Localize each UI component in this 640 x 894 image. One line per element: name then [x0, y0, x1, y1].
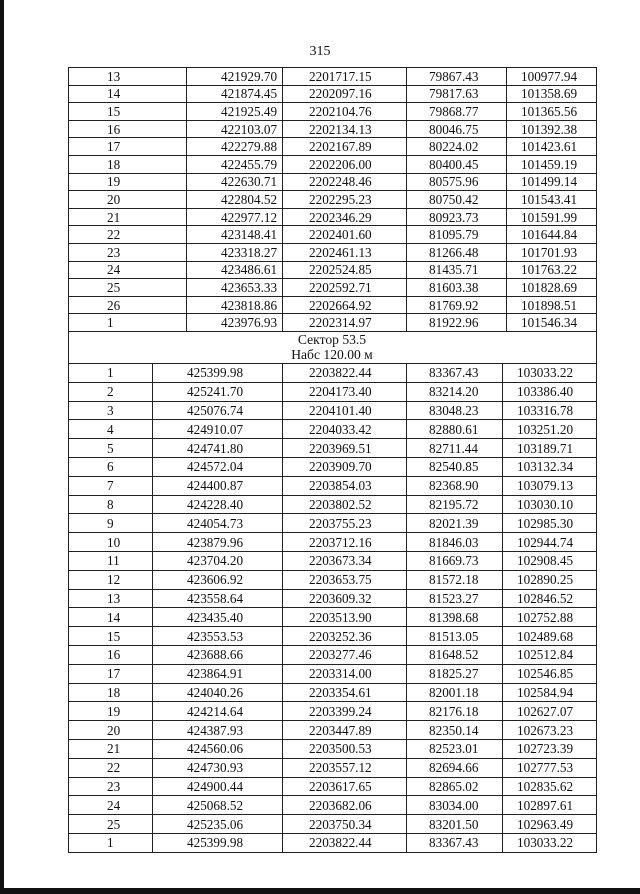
y-coordinate: 2203252.36 [283, 627, 407, 646]
x-coordinate: 425399.98 [153, 364, 283, 383]
point-number: 1 [69, 314, 187, 332]
table-row [69, 796, 597, 815]
y-local: 101701.93 [507, 243, 597, 261]
x-local: 81922.96 [407, 314, 507, 332]
point-number: 18 [69, 155, 187, 173]
x-local: 81825.27 [407, 664, 503, 683]
y-coordinate: 2202248.46 [283, 173, 407, 191]
y-coordinate: 2203314.00 [283, 664, 407, 683]
table-row [69, 815, 597, 834]
point-number: 18 [69, 683, 153, 702]
x-coordinate: 421925.49 [187, 103, 283, 121]
point-number: 4 [69, 420, 153, 439]
x-coordinate: 423553.53 [153, 627, 283, 646]
x-coordinate: 424900.44 [153, 777, 283, 796]
x-local: 80224.02 [407, 138, 507, 156]
y-local: 102890.25 [503, 570, 597, 589]
table-row [69, 645, 597, 664]
y-local: 103079.13 [503, 476, 597, 495]
y-local: 102489.68 [503, 627, 597, 646]
point-number: 14 [69, 85, 187, 103]
table-row [69, 495, 597, 514]
y-coordinate: 2203653.75 [283, 570, 407, 589]
y-local: 103033.22 [503, 833, 597, 852]
coordinates-table-sector [68, 363, 597, 853]
x-coordinate: 422455.79 [187, 155, 283, 173]
coordinates-table-top [68, 67, 597, 332]
y-local: 101392.38 [507, 120, 597, 138]
y-coordinate: 2203673.34 [283, 551, 407, 570]
x-coordinate: 421874.45 [187, 85, 283, 103]
point-number: 13 [69, 68, 187, 86]
y-coordinate: 2203854.03 [283, 476, 407, 495]
y-local: 102723.39 [503, 739, 597, 758]
point-number: 23 [69, 777, 153, 796]
section-title: Сектор 53.5 [297, 332, 367, 347]
x-local: 82540.85 [407, 457, 503, 476]
y-local: 103030.10 [503, 495, 597, 514]
x-local: 82711.44 [407, 439, 503, 458]
scan-border-bottom [0, 888, 640, 894]
table-row [69, 173, 597, 191]
y-coordinate: 2202295.23 [283, 191, 407, 209]
x-coordinate: 422103.07 [187, 120, 283, 138]
y-coordinate: 2203822.44 [283, 364, 407, 383]
y-coordinate: 2203609.32 [283, 589, 407, 608]
y-local: 102673.23 [503, 721, 597, 740]
point-number: 9 [69, 514, 153, 533]
point-number: 1 [69, 833, 153, 852]
x-local: 82523.01 [407, 739, 503, 758]
y-coordinate: 2203750.34 [283, 815, 407, 834]
table-row [69, 777, 597, 796]
y-local: 102584.94 [503, 683, 597, 702]
y-local: 103316.78 [503, 401, 597, 420]
y-local: 101423.61 [507, 138, 597, 156]
x-local: 83367.43 [407, 364, 503, 383]
point-number: 15 [69, 627, 153, 646]
table-row [69, 243, 597, 261]
x-coordinate: 422630.71 [187, 173, 283, 191]
y-coordinate: 2202097.16 [283, 85, 407, 103]
x-coordinate: 424400.87 [153, 476, 283, 495]
x-local: 81398.68 [407, 608, 503, 627]
y-local: 103033.22 [503, 364, 597, 383]
y-coordinate: 2203557.12 [283, 758, 407, 777]
y-coordinate: 2203399.24 [283, 702, 407, 721]
x-coordinate: 423879.96 [153, 533, 283, 552]
y-coordinate: 2203909.70 [283, 457, 407, 476]
table-row [69, 120, 597, 138]
x-coordinate: 424228.40 [153, 495, 283, 514]
x-coordinate: 424054.73 [153, 514, 283, 533]
x-local: 81769.92 [407, 296, 507, 314]
point-number: 20 [69, 191, 187, 209]
y-local: 101459.19 [507, 155, 597, 173]
y-local: 103251.20 [503, 420, 597, 439]
x-coordinate: 424040.26 [153, 683, 283, 702]
point-number: 17 [69, 138, 187, 156]
point-number: 2 [69, 382, 153, 401]
point-number: 21 [69, 208, 187, 226]
table-row [69, 439, 597, 458]
table-row [69, 68, 597, 86]
y-local: 102512.84 [503, 645, 597, 664]
x-coordinate: 425068.52 [153, 796, 283, 815]
y-coordinate: 2203802.52 [283, 495, 407, 514]
y-coordinate: 2203500.53 [283, 739, 407, 758]
y-local: 103386.40 [503, 382, 597, 401]
x-local: 82694.66 [407, 758, 503, 777]
y-coordinate: 2202401.60 [283, 226, 407, 244]
table-row [69, 702, 597, 721]
x-coordinate: 425241.70 [153, 382, 283, 401]
y-coordinate: 2201717.15 [283, 68, 407, 86]
y-local: 102985.30 [503, 514, 597, 533]
table-row [69, 683, 597, 702]
point-number: 7 [69, 476, 153, 495]
y-local: 102835.62 [503, 777, 597, 796]
point-number: 21 [69, 739, 153, 758]
x-local: 81435.71 [407, 261, 507, 279]
x-coordinate: 423558.64 [153, 589, 283, 608]
table-row [69, 570, 597, 589]
table-row [69, 551, 597, 570]
x-local: 80046.75 [407, 120, 507, 138]
y-local: 101591.99 [507, 208, 597, 226]
y-local: 103189.71 [503, 439, 597, 458]
x-local: 81648.52 [407, 645, 503, 664]
point-number: 1 [69, 364, 153, 383]
point-number: 10 [69, 533, 153, 552]
x-local: 82195.72 [407, 495, 503, 514]
x-coordinate: 425076.74 [153, 401, 283, 420]
table-row [69, 296, 597, 314]
point-number: 5 [69, 439, 153, 458]
point-number: 22 [69, 226, 187, 244]
table-row [69, 103, 597, 121]
x-local: 81523.27 [407, 589, 503, 608]
y-local: 101828.69 [507, 279, 597, 297]
x-coordinate: 423653.33 [187, 279, 283, 297]
x-coordinate: 423704.20 [153, 551, 283, 570]
point-number: 12 [69, 570, 153, 589]
x-local: 79867.43 [407, 68, 507, 86]
y-coordinate: 2203712.16 [283, 533, 407, 552]
y-local: 103132.34 [503, 457, 597, 476]
table-row [69, 382, 597, 401]
x-coordinate: 423148.41 [187, 226, 283, 244]
table-row [69, 476, 597, 495]
y-coordinate: 2203354.61 [283, 683, 407, 702]
x-coordinate: 423864.91 [153, 664, 283, 683]
table-row [69, 138, 597, 156]
x-local: 81669.73 [407, 551, 503, 570]
x-coordinate: 421929.70 [187, 68, 283, 86]
x-local: 83048.23 [407, 401, 503, 420]
y-local: 101546.34 [507, 314, 597, 332]
table-row [69, 226, 597, 244]
x-coordinate: 423435.40 [153, 608, 283, 627]
y-coordinate: 2202206.00 [283, 155, 407, 173]
table-row [69, 758, 597, 777]
point-number: 3 [69, 401, 153, 420]
point-number: 11 [69, 551, 153, 570]
x-coordinate: 423318.27 [187, 243, 283, 261]
x-coordinate: 424560.06 [153, 739, 283, 758]
x-local: 82368.90 [407, 476, 503, 495]
point-number: 17 [69, 664, 153, 683]
y-coordinate: 2203822.44 [283, 833, 407, 852]
table-row [69, 664, 597, 683]
x-local: 82001.18 [407, 683, 503, 702]
table-row [69, 608, 597, 627]
y-coordinate: 2202664.92 [283, 296, 407, 314]
point-number: 22 [69, 758, 153, 777]
point-number: 13 [69, 589, 153, 608]
y-local: 101358.69 [507, 85, 597, 103]
point-number: 15 [69, 103, 187, 121]
x-local: 81572.18 [407, 570, 503, 589]
table-row [69, 721, 597, 740]
y-coordinate: 2203447.89 [283, 721, 407, 740]
x-local: 83214.20 [407, 382, 503, 401]
x-coordinate: 423976.93 [187, 314, 283, 332]
point-number: 20 [69, 721, 153, 740]
table-row [69, 533, 597, 552]
x-coordinate: 425235.06 [153, 815, 283, 834]
point-number: 24 [69, 796, 153, 815]
point-number: 16 [69, 120, 187, 138]
x-local: 81603.38 [407, 279, 507, 297]
x-local: 80750.42 [407, 191, 507, 209]
y-coordinate: 2202167.89 [283, 138, 407, 156]
table-row [69, 739, 597, 758]
y-local: 102546.85 [503, 664, 597, 683]
table-row [69, 261, 597, 279]
table-row [69, 191, 597, 209]
point-number: 25 [69, 815, 153, 834]
point-number: 19 [69, 173, 187, 191]
x-local: 81266.48 [407, 243, 507, 261]
y-coordinate: 2202104.76 [283, 103, 407, 121]
table-row [69, 420, 597, 439]
scan-border-left [0, 0, 4, 894]
x-local: 82021.39 [407, 514, 503, 533]
table-row [69, 833, 597, 852]
x-coordinate: 422279.88 [187, 138, 283, 156]
table-row [69, 208, 597, 226]
x-local: 82865.02 [407, 777, 503, 796]
x-local: 79817.63 [407, 85, 507, 103]
point-number: 23 [69, 243, 187, 261]
y-coordinate: 2202346.29 [283, 208, 407, 226]
y-local: 101365.56 [507, 103, 597, 121]
point-number: 24 [69, 261, 187, 279]
point-number: 14 [69, 608, 153, 627]
x-local: 82880.61 [407, 420, 503, 439]
x-local: 79868.77 [407, 103, 507, 121]
y-coordinate: 2204033.42 [283, 420, 407, 439]
y-coordinate: 2204101.40 [283, 401, 407, 420]
x-coordinate: 424910.07 [153, 420, 283, 439]
table-row [69, 589, 597, 608]
x-local: 80575.96 [407, 173, 507, 191]
table-row [69, 279, 597, 297]
y-local: 102752.88 [503, 608, 597, 627]
x-coordinate: 424741.80 [153, 439, 283, 458]
x-coordinate: 423486.61 [187, 261, 283, 279]
y-coordinate: 2202461.13 [283, 243, 407, 261]
table-row [69, 314, 597, 332]
point-number: 6 [69, 457, 153, 476]
x-local: 81846.03 [407, 533, 503, 552]
table-row [69, 457, 597, 476]
y-coordinate: 2203513.90 [283, 608, 407, 627]
y-local: 102846.52 [503, 589, 597, 608]
x-local: 83367.43 [407, 833, 503, 852]
point-number: 16 [69, 645, 153, 664]
y-coordinate: 2202314.97 [283, 314, 407, 332]
y-local: 102627.07 [503, 702, 597, 721]
x-local: 80923.73 [407, 208, 507, 226]
x-coordinate: 424214.64 [153, 702, 283, 721]
y-coordinate: 2203682.06 [283, 796, 407, 815]
y-coordinate: 2202592.71 [283, 279, 407, 297]
y-coordinate: 2202134.13 [283, 120, 407, 138]
y-local: 102963.49 [503, 815, 597, 834]
table-row [69, 364, 597, 383]
y-local: 100977.94 [507, 68, 597, 86]
x-coordinate: 422804.52 [187, 191, 283, 209]
x-local: 82350.14 [407, 721, 503, 740]
section-header [68, 332, 596, 362]
section-subtitle: Набс 120.00 м [291, 347, 373, 362]
table-row [69, 627, 597, 646]
x-local: 81513.05 [407, 627, 503, 646]
point-number: 19 [69, 702, 153, 721]
x-local: 83201.50 [407, 815, 503, 834]
table-row [69, 401, 597, 420]
y-local: 102908.45 [503, 551, 597, 570]
y-local: 102944.74 [503, 533, 597, 552]
y-local: 101898.51 [507, 296, 597, 314]
x-local: 83034.00 [407, 796, 503, 815]
x-coordinate: 424387.93 [153, 721, 283, 740]
x-coordinate: 422977.12 [187, 208, 283, 226]
y-local: 101763.22 [507, 261, 597, 279]
x-coordinate: 423606.92 [153, 570, 283, 589]
x-local: 80400.45 [407, 155, 507, 173]
y-local: 102897.61 [503, 796, 597, 815]
x-coordinate: 423818.86 [187, 296, 283, 314]
y-local: 102777.53 [503, 758, 597, 777]
page-number: 315 [309, 44, 331, 59]
point-number: 26 [69, 296, 187, 314]
y-coordinate: 2203277.46 [283, 645, 407, 664]
y-local: 101499.14 [507, 173, 597, 191]
y-coordinate: 2202524.85 [283, 261, 407, 279]
x-coordinate: 425399.98 [153, 833, 283, 852]
table-row [69, 514, 597, 533]
table-row [69, 85, 597, 103]
y-local: 101543.41 [507, 191, 597, 209]
y-local: 101644.84 [507, 226, 597, 244]
y-coordinate: 2204173.40 [283, 382, 407, 401]
x-coordinate: 423688.66 [153, 645, 283, 664]
point-number: 25 [69, 279, 187, 297]
y-coordinate: 2203755.23 [283, 514, 407, 533]
x-local: 82176.18 [407, 702, 503, 721]
y-coordinate: 2203617.65 [283, 777, 407, 796]
table-row [69, 155, 597, 173]
point-number: 8 [69, 495, 153, 514]
y-coordinate: 2203969.51 [283, 439, 407, 458]
x-local: 81095.79 [407, 226, 507, 244]
x-coordinate: 424730.93 [153, 758, 283, 777]
x-coordinate: 424572.04 [153, 457, 283, 476]
